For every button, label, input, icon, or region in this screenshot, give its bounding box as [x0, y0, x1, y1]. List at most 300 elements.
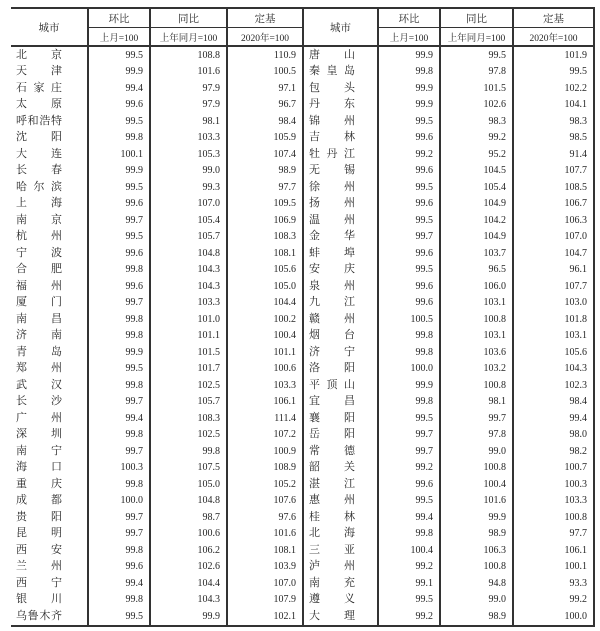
city-cell [303, 64, 378, 81]
yoy-value: 99.0 [440, 592, 513, 609]
yoy-value: 106.0 [440, 278, 513, 295]
yoy-value: 102.6 [150, 559, 227, 576]
mom-value: 99.8 [88, 311, 150, 328]
header-yoy-right: 同比 [440, 8, 513, 28]
city-name: 常 德 [309, 444, 355, 457]
table-row [11, 592, 594, 609]
city-name: 呼 和 浩 特 [16, 114, 62, 127]
mom-value: 99.9 [88, 64, 150, 81]
table-row [11, 295, 594, 312]
yoy-value: 99.0 [440, 443, 513, 460]
yoy-value: 102.5 [150, 377, 227, 394]
yoy-value: 99.2 [440, 130, 513, 147]
base-value: 105.0 [227, 278, 303, 295]
mom-value: 99.8 [88, 328, 150, 345]
city-name: 天 津 [16, 65, 62, 78]
city-cell [303, 559, 378, 576]
header-row-2 [11, 28, 594, 47]
mom-value: 99.1 [378, 575, 440, 592]
yoy-value: 98.3 [440, 113, 513, 130]
mom-value: 99.5 [378, 179, 440, 196]
yoy-value: 99.8 [150, 443, 227, 460]
mom-value: 99.5 [378, 592, 440, 609]
mom-value: 100.1 [88, 146, 150, 163]
city-name: 长 沙 [16, 395, 62, 408]
mom-value: 99.5 [378, 262, 440, 279]
mom-value: 99.5 [88, 608, 150, 626]
city-name: 宁 波 [16, 246, 62, 259]
mom-value: 99.8 [378, 526, 440, 543]
base-value: 108.9 [227, 460, 303, 477]
mom-value: 99.8 [88, 130, 150, 147]
city-name: 贵 阳 [16, 510, 62, 523]
header-yoy-left: 同比 [150, 8, 227, 28]
table-row [11, 427, 594, 444]
base-value: 107.0 [227, 575, 303, 592]
yoy-value: 104.5 [440, 163, 513, 180]
yoy-value: 105.7 [150, 394, 227, 411]
city-cell [11, 163, 88, 180]
table-row [11, 410, 594, 427]
mom-value: 99.7 [88, 526, 150, 543]
city-name: 北 海 [309, 527, 355, 540]
base-value: 101.8 [513, 311, 594, 328]
mom-value: 100.4 [378, 542, 440, 559]
mom-value: 99.2 [378, 559, 440, 576]
city-name: 北 京 [16, 48, 62, 61]
table-row [11, 493, 594, 510]
city-cell [303, 262, 378, 279]
yoy-value: 107.5 [150, 460, 227, 477]
city-cell [11, 311, 88, 328]
city-cell [303, 113, 378, 130]
city-cell [11, 262, 88, 279]
base-value: 98.9 [227, 163, 303, 180]
mom-value: 99.4 [88, 575, 150, 592]
yoy-value: 98.7 [150, 509, 227, 526]
base-value: 100.2 [227, 311, 303, 328]
table-row [11, 46, 594, 64]
yoy-value: 101.1 [150, 328, 227, 345]
city-name: 惠 州 [309, 494, 355, 507]
base-value: 102.1 [227, 608, 303, 626]
city-cell [303, 344, 378, 361]
city-cell [303, 97, 378, 114]
city-cell [303, 179, 378, 196]
city-cell [303, 80, 378, 97]
base-value: 107.0 [513, 229, 594, 246]
yoy-value: 101.7 [150, 361, 227, 378]
yoy-value: 98.1 [440, 394, 513, 411]
base-value: 107.9 [227, 592, 303, 609]
city-name: 昆 明 [16, 527, 62, 540]
city-name: 桂 林 [309, 510, 355, 523]
base-value: 105.6 [227, 262, 303, 279]
mom-value: 99.8 [378, 344, 440, 361]
mom-value: 99.6 [378, 295, 440, 312]
city-name: 无 锡 [309, 164, 355, 177]
base-value: 105.9 [227, 130, 303, 147]
city-name: 西 安 [16, 543, 62, 556]
mom-value: 99.7 [88, 295, 150, 312]
header-city-right: 城市 [303, 8, 378, 46]
mom-value: 99.5 [88, 229, 150, 246]
base-value: 106.1 [513, 542, 594, 559]
table-row [11, 113, 594, 130]
yoy-value: 103.3 [150, 130, 227, 147]
base-value: 108.1 [227, 245, 303, 262]
city-cell [11, 476, 88, 493]
base-value: 107.6 [227, 493, 303, 510]
mom-value: 100.0 [378, 361, 440, 378]
table-body [11, 46, 594, 626]
base-value: 107.4 [227, 146, 303, 163]
table-row [11, 377, 594, 394]
city-name: 太 原 [16, 98, 62, 111]
header-yoy-sub-right: 上年同月=100 [440, 28, 513, 47]
mom-value: 99.9 [378, 97, 440, 114]
yoy-value: 95.2 [440, 146, 513, 163]
city-name: 安 庆 [309, 263, 355, 276]
city-name: 南 充 [309, 576, 355, 589]
mom-value: 99.8 [88, 427, 150, 444]
yoy-value: 104.4 [150, 575, 227, 592]
city-cell [11, 460, 88, 477]
base-value: 99.4 [513, 410, 594, 427]
table-row [11, 509, 594, 526]
mom-value: 99.9 [378, 377, 440, 394]
table-row [11, 311, 594, 328]
mom-value: 99.7 [378, 443, 440, 460]
mom-value: 99.9 [378, 80, 440, 97]
city-name: 济 南 [16, 329, 62, 342]
yoy-value: 102.5 [150, 427, 227, 444]
mom-value: 99.6 [378, 163, 440, 180]
city-name: 岳 阳 [309, 428, 355, 441]
yoy-value: 104.8 [150, 245, 227, 262]
base-value: 108.1 [227, 542, 303, 559]
base-value: 101.1 [227, 344, 303, 361]
city-cell [303, 575, 378, 592]
city-name: 乌 鲁 木 齐 [16, 609, 62, 622]
city-cell [11, 410, 88, 427]
table-row [11, 245, 594, 262]
yoy-value: 100.4 [440, 476, 513, 493]
table-row [11, 443, 594, 460]
city-cell [11, 278, 88, 295]
yoy-value: 107.0 [150, 196, 227, 213]
base-value: 98.4 [513, 394, 594, 411]
mom-value: 99.6 [88, 278, 150, 295]
city-name: 金 华 [309, 230, 355, 243]
city-name: 厦 门 [16, 296, 62, 309]
yoy-value: 105.4 [150, 212, 227, 229]
yoy-value: 97.8 [440, 427, 513, 444]
city-name: 赣 州 [309, 312, 355, 325]
city-name: 牡 丹 江 [309, 147, 355, 160]
mom-value: 99.6 [378, 130, 440, 147]
city-cell [303, 509, 378, 526]
base-value: 102.2 [513, 80, 594, 97]
mom-value: 99.2 [378, 146, 440, 163]
city-name: 温 州 [309, 213, 355, 226]
city-cell [11, 377, 88, 394]
city-name: 兰 州 [16, 560, 62, 573]
table-row [11, 146, 594, 163]
mom-value: 99.6 [378, 476, 440, 493]
mom-value: 100.3 [88, 460, 150, 477]
table-row [11, 229, 594, 246]
city-name: 唐 山 [309, 48, 355, 61]
city-cell [303, 476, 378, 493]
table-row [11, 394, 594, 411]
base-value: 101.9 [513, 46, 594, 64]
city-cell [303, 542, 378, 559]
city-cell [303, 427, 378, 444]
city-cell [303, 245, 378, 262]
city-name: 泸 州 [309, 560, 355, 573]
city-cell [11, 575, 88, 592]
header-base-right: 定基 [513, 8, 594, 28]
city-name: 福 州 [16, 279, 62, 292]
mom-value: 99.5 [88, 46, 150, 64]
city-name: 哈 尔 滨 [16, 180, 62, 193]
table-row [11, 196, 594, 213]
mom-value: 99.7 [378, 229, 440, 246]
city-name: 郑 州 [16, 362, 62, 375]
city-cell [303, 460, 378, 477]
city-cell [303, 526, 378, 543]
mom-value: 99.7 [88, 212, 150, 229]
base-value: 100.6 [227, 361, 303, 378]
city-cell [303, 328, 378, 345]
mom-value: 100.0 [88, 493, 150, 510]
city-name: 杭 州 [16, 230, 62, 243]
yoy-value: 101.6 [150, 64, 227, 81]
city-name: 长 春 [16, 164, 62, 177]
header-mom-sub-right: 上月=100 [378, 28, 440, 47]
mom-value: 100.5 [378, 311, 440, 328]
base-value: 103.3 [227, 377, 303, 394]
header-base-sub-left: 2020年=100 [227, 28, 303, 47]
base-value: 98.5 [513, 130, 594, 147]
city-name: 平 顶 山 [309, 378, 355, 391]
city-cell [303, 229, 378, 246]
city-name: 南 宁 [16, 444, 62, 457]
header-yoy-sub-left: 上年同月=100 [150, 28, 227, 47]
base-value: 107.2 [227, 427, 303, 444]
yoy-value: 98.1 [150, 113, 227, 130]
city-name: 海 口 [16, 461, 62, 474]
city-cell [11, 542, 88, 559]
city-name: 遵 义 [309, 593, 355, 606]
yoy-value: 106.3 [440, 542, 513, 559]
base-value: 98.0 [513, 427, 594, 444]
city-cell [303, 361, 378, 378]
city-cell [11, 344, 88, 361]
city-cell [303, 493, 378, 510]
city-cell [303, 608, 378, 626]
city-cell [11, 97, 88, 114]
yoy-value: 104.3 [150, 262, 227, 279]
table-row [11, 476, 594, 493]
city-cell [303, 163, 378, 180]
yoy-value: 100.8 [440, 377, 513, 394]
yoy-value: 99.7 [440, 410, 513, 427]
header-mom-sub-left: 上月=100 [88, 28, 150, 47]
city-cell [11, 509, 88, 526]
city-cell [11, 113, 88, 130]
city-name: 丹 东 [309, 98, 355, 111]
mom-value: 99.8 [378, 328, 440, 345]
base-value: 100.8 [513, 509, 594, 526]
city-cell [11, 559, 88, 576]
price-index-sheet [11, 7, 595, 627]
mom-value: 99.6 [378, 245, 440, 262]
city-name: 泉 州 [309, 279, 355, 292]
base-value: 106.3 [513, 212, 594, 229]
yoy-value: 101.5 [440, 80, 513, 97]
base-value: 98.2 [513, 443, 594, 460]
base-value: 104.4 [227, 295, 303, 312]
mom-value: 99.6 [88, 245, 150, 262]
city-cell [303, 311, 378, 328]
base-value: 98.4 [227, 113, 303, 130]
mom-value: 99.8 [378, 394, 440, 411]
city-cell [11, 608, 88, 626]
yoy-value: 108.8 [150, 46, 227, 64]
yoy-value: 102.6 [440, 97, 513, 114]
table-row [11, 80, 594, 97]
yoy-value: 104.9 [440, 196, 513, 213]
mom-value: 99.4 [88, 410, 150, 427]
base-value: 107.7 [513, 163, 594, 180]
city-cell [303, 196, 378, 213]
table-row [11, 526, 594, 543]
base-value: 100.7 [513, 460, 594, 477]
table-row [11, 344, 594, 361]
city-name: 烟 台 [309, 329, 355, 342]
mom-value: 99.5 [88, 179, 150, 196]
header-mom-right: 环比 [378, 8, 440, 28]
yoy-value: 96.5 [440, 262, 513, 279]
mom-value: 99.9 [88, 163, 150, 180]
table-row [11, 212, 594, 229]
yoy-value: 105.4 [440, 179, 513, 196]
city-cell [303, 410, 378, 427]
city-name: 合 肥 [16, 263, 62, 276]
base-value: 97.6 [227, 509, 303, 526]
yoy-value: 108.3 [150, 410, 227, 427]
yoy-value: 100.8 [440, 460, 513, 477]
mom-value: 99.2 [378, 460, 440, 477]
mom-value: 99.6 [378, 278, 440, 295]
city-name: 襄 阳 [309, 411, 355, 424]
table-row [11, 608, 594, 626]
mom-value: 99.8 [88, 542, 150, 559]
mom-value: 99.5 [88, 113, 150, 130]
city-cell [303, 278, 378, 295]
city-name: 银 川 [16, 593, 62, 606]
table-row [11, 97, 594, 114]
city-name: 扬 州 [309, 197, 355, 210]
base-value: 104.3 [513, 361, 594, 378]
yoy-value: 104.3 [150, 278, 227, 295]
mom-value: 99.7 [88, 394, 150, 411]
city-cell [303, 295, 378, 312]
base-value: 103.0 [513, 295, 594, 312]
base-value: 97.7 [227, 179, 303, 196]
base-value: 100.5 [227, 64, 303, 81]
yoy-value: 104.8 [150, 493, 227, 510]
mom-value: 99.5 [378, 493, 440, 510]
city-name: 洛 阳 [309, 362, 355, 375]
city-cell [11, 328, 88, 345]
city-name: 重 庆 [16, 477, 62, 490]
base-value: 100.3 [513, 476, 594, 493]
yoy-value: 103.1 [440, 295, 513, 312]
city-name: 吉 林 [309, 131, 355, 144]
city-cell [11, 64, 88, 81]
header-city-left: 城市 [11, 8, 88, 46]
mom-value: 99.8 [88, 262, 150, 279]
yoy-value: 105.7 [150, 229, 227, 246]
yoy-value: 99.0 [150, 163, 227, 180]
table-row [11, 262, 594, 279]
yoy-value: 101.0 [150, 311, 227, 328]
city-cell [303, 212, 378, 229]
yoy-value: 104.2 [440, 212, 513, 229]
city-cell [11, 427, 88, 444]
city-name: 湛 江 [309, 477, 355, 490]
city-cell [11, 592, 88, 609]
yoy-value: 98.9 [440, 526, 513, 543]
base-value: 101.6 [227, 526, 303, 543]
city-cell [11, 526, 88, 543]
yoy-value: 98.9 [440, 608, 513, 626]
mom-value: 99.7 [88, 443, 150, 460]
base-value: 100.0 [513, 608, 594, 626]
mom-value: 99.5 [378, 113, 440, 130]
mom-value: 99.5 [378, 212, 440, 229]
yoy-value: 99.5 [440, 46, 513, 64]
table-row [11, 559, 594, 576]
city-name: 青 岛 [16, 345, 62, 358]
yoy-value: 103.7 [440, 245, 513, 262]
yoy-value: 97.9 [150, 97, 227, 114]
base-value: 110.9 [227, 46, 303, 64]
mom-value: 99.6 [88, 97, 150, 114]
table-row [11, 278, 594, 295]
yoy-value: 94.8 [440, 575, 513, 592]
base-value: 103.9 [227, 559, 303, 576]
yoy-value: 100.8 [440, 311, 513, 328]
base-value: 100.9 [227, 443, 303, 460]
city-name: 济 宁 [309, 345, 355, 358]
mom-value: 99.4 [88, 80, 150, 97]
city-cell [11, 80, 88, 97]
base-value: 100.4 [227, 328, 303, 345]
city-cell [11, 295, 88, 312]
table-row [11, 575, 594, 592]
table-row [11, 361, 594, 378]
mom-value: 99.6 [88, 559, 150, 576]
mom-value: 99.2 [378, 608, 440, 626]
header-row-1 [11, 8, 594, 28]
yoy-value: 104.3 [150, 592, 227, 609]
city-cell [11, 146, 88, 163]
base-value: 108.5 [513, 179, 594, 196]
